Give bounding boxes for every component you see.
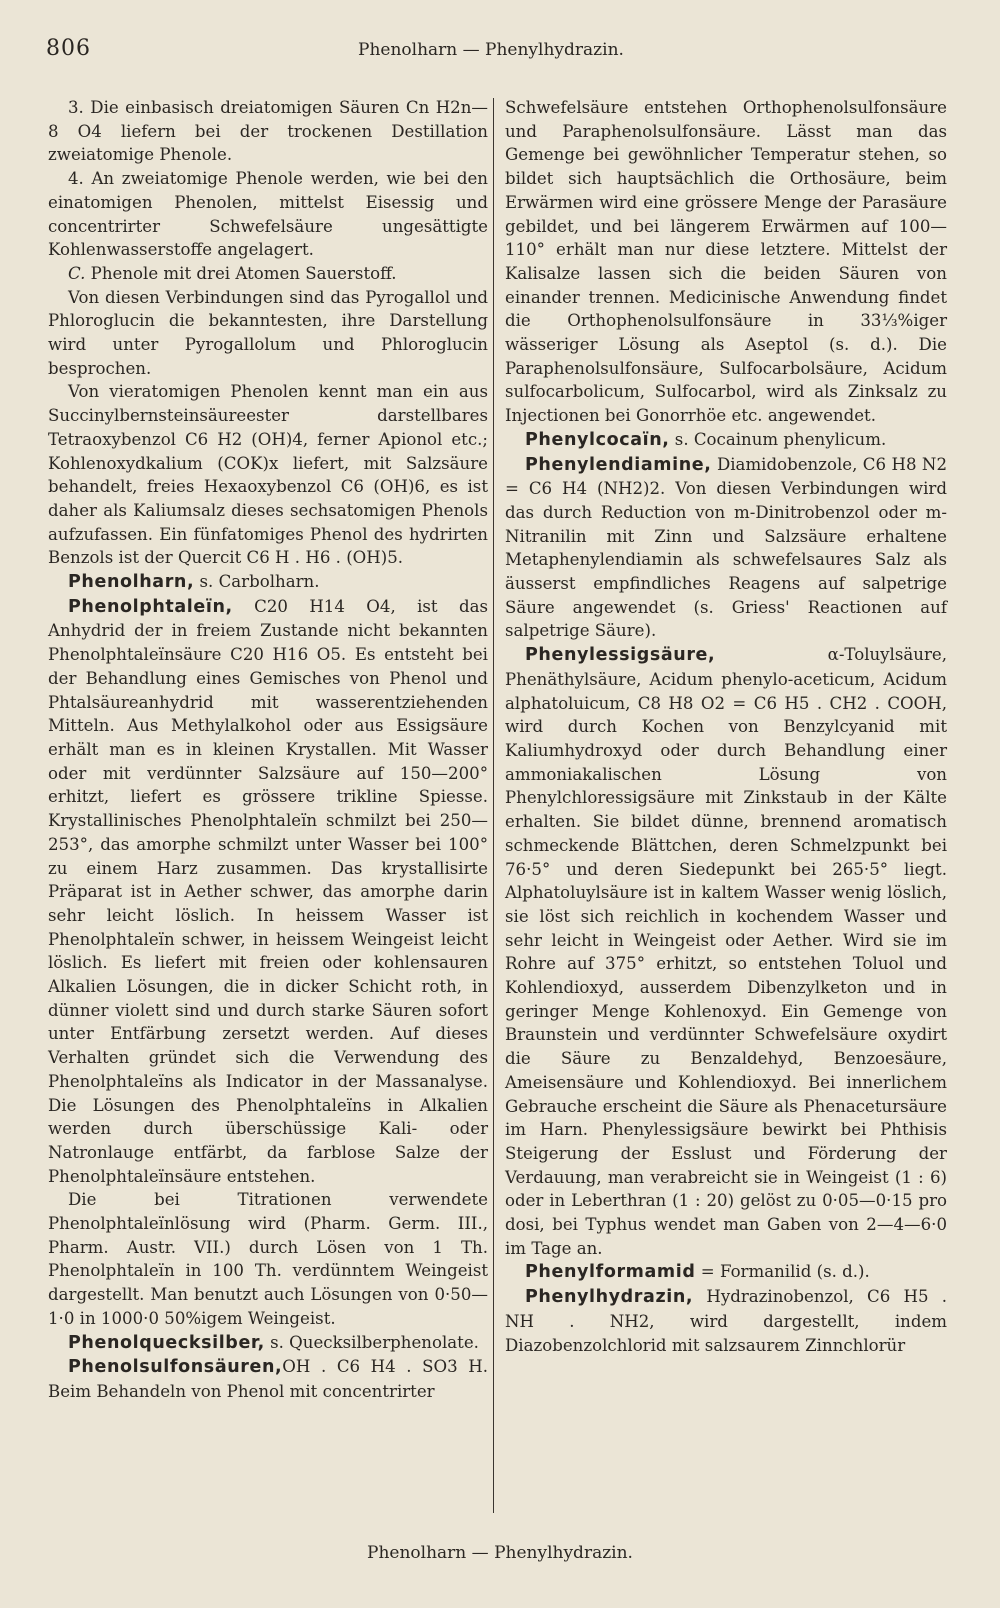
entry-headword: Phenylformamid [525, 1262, 696, 1283]
section-marker: C. [68, 263, 86, 283]
entry-headword: Phenylhydrazin, [525, 1287, 694, 1308]
entry-text: Hydrazinobenzol, C6 H5 . NH . NH2, wird dargestellt, indem Diazobenzolchlorid mit salzsaurem Zinnchlorür [505, 1287, 947, 1355]
entry-text: Diamidobenzole, C6 H8 N2 = C6 H4 (NH2)2. Von diesen Verbindungen wird das durch Reduction von m-Dinitrobenzol oder m-Nitranilin mit Zinn und Salzsäure erhaltene Metaphenylendiamin als schwefelsaures Salz als äusserst empfindliches Reagens auf salpetrige Säure angewendet (s. Griess' Reactionen auf salpetrige Säure). [505, 454, 948, 641]
dictionary-entry [48, 570, 488, 595]
page-header [46, 36, 946, 70]
entry-headword: Phenolphtaleïn, [68, 596, 233, 617]
entry-headword: Phenolharn, [68, 572, 195, 593]
paragraph: Die bei Titrationen verwendete Phenolphtaleïnlösung wird (Pharm. Germ. III., Pharm. Austr. VII.) durch Lösen von 1 Th. Phenolphtaleïn in 100 Th. verdünntem Weingeist dargestellt. Man benutzt auch Lösungen von 0·50—1·0 in 1000·0 50%igem Weingeist. [48, 1190, 488, 1328]
page-number: 806 [46, 36, 91, 61]
footer-catchword: Phenolharn — Phenylhydrazin. [367, 1543, 633, 1563]
paragraph: Von vieratomigen Phenolen kennt man ein aus Succinylbernsteinsäureester darstellbares Tetraoxybenzol C6 H2 (OH)4, ferner Apionol etc.; Kohlenoxydkalium (COK)x liefert, mit Salzsäure behandelt, freies Hexaoxybenzol C6 (OH)6, es ist daher als Kaliumsalz dieses sechsatomigen Phenols aufzufassen. Ein fünfatomiges Phenol des hydrirten Benzols ist der Quercit C6 H . H6 . (OH)5. [48, 382, 488, 568]
entry-text: s. Cocainum phenylicum. [674, 429, 887, 449]
dictionary-entry [505, 428, 947, 453]
running-head: Phenolharn — Phenylhydrazin. [358, 40, 624, 60]
section-heading [48, 262, 488, 286]
entry-headword: Phenolsulfonsäuren, [68, 1357, 283, 1378]
left-column [48, 96, 488, 1404]
dictionary-entry [48, 1331, 488, 1356]
paragraph: Von diesen Verbindungen sind das Pyrogallol und Phloroglucin die bekanntesten, ihre Darstellung wird unter Pyrogallolum und Phloroglucin besprochen. [48, 287, 488, 378]
entry-text: s. Quecksilberphenolate. [270, 1332, 479, 1352]
entry-headword: Phenolquecksilber, [68, 1332, 265, 1353]
dictionary-entry [48, 595, 488, 1189]
entry-text: α-Toluylsäure, Phenäthylsäure, Acidum phenylo-aceticum, Acidum alphatoluicum, C8 H8 O2 = C6 H5 . CH2 . COOH, wird durch Kochen von Benzylcyanid mit Kaliumhydroxyd oder durch Behandlung einer ammoniakalischen Lösung von Phenylchloressigsäure mit Zinkstaub in der Kälte erhalten. Sie bildet dünne, brennend aromatisch schmeckende Blättchen, deren Schmelzpunkt bei 76·5° und deren Siedepunkt bei 265·5° liegt. Alphatoluylsäure ist in kaltem Wasser wenig löslich, sie löst sich reichlich in kochendem Wasser und sehr leicht in Weingeist oder Aether. Wird sie im Rohre auf 375° erhitzt, so entstehen Toluol und Kohlendioxyd, ausserdem Dibenzylketon und in geringer Menge Kohlenoxyd. Ein Gemenge von Braunstein und verdünnter Schwefelsäure oxydirt die Säure zu Benzaldehyd, Benzoesäure, Ameisensäure und Kohlendioxyd. Bei innerlichem Gebrauche erscheint die Säure als Phenacetursäure im Harn. Phenylessigsäure bewirkt bei Phthisis Steigerung der Esslust und Förderung der Verdauung, man verabreicht sie in Weingeist (1 : 6) oder in Leberthran (1 : 20) gelöst zu 0·05—0·15 pro dosi, bei Typhus wendet man Gaben von 2—4—6·0 im Tage an. [505, 645, 947, 1258]
entry-headword: Phenylessigsäure, [525, 645, 716, 666]
right-column [505, 96, 947, 1357]
entry-headword: Phenylcocaïn, [525, 429, 670, 450]
dictionary-entry [505, 1285, 947, 1357]
entry-text: = Formanilid (s. d.). [700, 1262, 870, 1282]
dictionary-entry [505, 453, 947, 644]
entry-text: OH . C6 H4 . SO3 H. Beim Behandeln von Phenol mit concentrirter [48, 1357, 488, 1401]
dictionary-entry [505, 1260, 947, 1285]
dictionary-entry [48, 1355, 488, 1403]
section-title: Phenole mit drei Atomen Sauerstoff. [90, 263, 397, 283]
entry-text: s. Carbolharn. [199, 572, 320, 592]
paragraph: 3. Die einbasisch dreiatomigen Säuren Cn H2n—8 O4 liefern bei der trockenen Destillation zweiatomige Phenole. [48, 98, 488, 165]
paragraph: Schwefelsäure entstehen Orthophenolsulfonsäure und Paraphenolsulfonsäure. Lässt man das Gemenge bei gewöhnlicher Temperatur stehen, so bildet sich hauptsächlich die Orthosäure, beim Erwärmen wird eine grössere Menge der Parasäure gebildet, und bei längerem Erwärmen auf 100—110° erhält man nur diese letztere. Mittelst der Kalisalze lassen sich die beiden Säuren von einander trennen. Medicinische Anwendung findet die Orthophenolsulfonsäure in 33⅓%iger wässeriger Lösung als Aseptol (s. d.). Die Paraphenolsulfonsäure, Sulfocarbolsäure, Acidum sulfocarbolicum, Sulfocarbol, wird als Zinksalz zu Injectionen bei Gonorrhöe etc. angewendet. [505, 98, 947, 426]
column-divider [493, 98, 494, 1513]
paragraph: 4. An zweiatomige Phenole werden, wie bei den einatomigen Phenolen, mittelst Eisessig und concentrirter Schwefelsäure ungesättigte Kohlenwasserstoffe angelagert. [48, 169, 488, 260]
dictionary-entry [505, 643, 947, 1260]
entry-text: C20 H14 O4, ist das Anhydrid der in freiem Zustande nicht bekannten Phenolphtaleïnsäure C20 H16 O5. Es entsteht bei der Behandlung eines Gemisches von Phenol und Phtalsäureanhydrid mit wasserentziehenden Mitteln. Aus Methylalkohol oder aus Essigsäure erhält man es in kleinen Krystallen. Mit Wasser oder mit verdünnter Salzsäure auf 150—200° erhitzt, liefert es grössere trikline Spiesse. Krystallinisches Phenolphtaleïn schmilzt bei 250—253°, das amorphe schmilzt unter Wasser bei 100° zu einem Harz zusammen. Das krystallisirte Präparat ist in Aether schwer, das amorphe darin sehr leicht löslich. In heissem Wasser ist Phenolphtaleïn schwer, in heissem Weingeist leicht löslich. Es liefert mit freien oder kohlensauren Alkalien Lösungen, die in dicker Schicht roth, in dünner violett sind und durch starke Säuren sofort unter Entfärbung zersetzt werden. Auf dieses Verhalten gründet sich die Verwendung des Phenolphtaleïns als Indicator in der Massanalyse. Die Lösungen des Phenolphtaleïns in Alkalien werden durch überschüssige Kali- oder Natronlauge entfärbt, da farblose Salze der Phenolphtaleïnsäure entstehen. [48, 596, 488, 1186]
entry-headword: Phenylendiamine, [525, 454, 712, 475]
